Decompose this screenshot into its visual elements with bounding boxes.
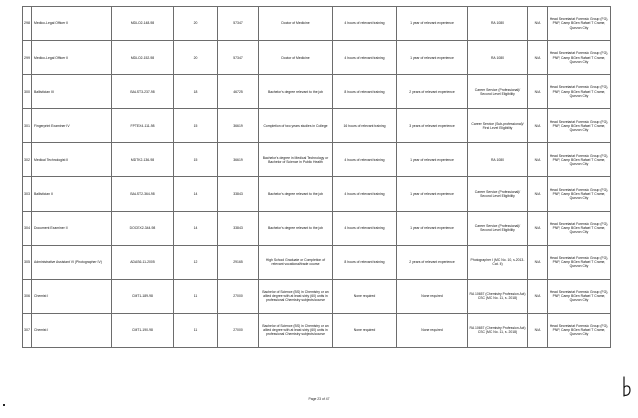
- salary-grade: 11: [174, 313, 218, 347]
- table-row: [23, 41, 611, 75]
- education-requirement: Completion of two years studies in College: [259, 109, 333, 143]
- eligibility-requirement: Career Service (Professional)/ Second Level Eligibility: [468, 75, 528, 109]
- position-title: Ballistician III: [32, 75, 112, 109]
- item-number: DOCEX2-344-98: [112, 211, 174, 245]
- place-of-assignment: Head Secretariat Forensic Group (FG), PNP, Camp BGen Rafael T Crame, Quezon City: [548, 211, 611, 245]
- eligibility-requirement: Career Service (Sub-professional)/ First Level Eligibility: [468, 109, 528, 143]
- salary-grade: 11: [174, 279, 218, 313]
- position-title: Administrative Assistant VI (Photographer IV): [32, 245, 112, 279]
- position-title: Medico-Legal Officer II: [32, 41, 112, 75]
- education-requirement: High School Graduate or Completion of relevant vocational/trade course: [259, 245, 333, 279]
- row-number: 303: [23, 177, 32, 211]
- eligibility-requirement: Career Service (Professional)/ Second Level Eligibility: [468, 211, 528, 245]
- place-of-assignment: Head Secretariat Forensic Group (FG), PNP, Camp BGen Rafael T Crame, Quezon City: [548, 245, 611, 279]
- eligibility-requirement: RA 1080: [468, 143, 528, 177]
- position-title: Ballistician II: [32, 177, 112, 211]
- item-number: CMT1-190-98: [112, 313, 174, 347]
- position-title: Medical Technologist II: [32, 143, 112, 177]
- item-number: BALST2-364-98: [112, 177, 174, 211]
- experience-requirement: 1 year of relevant experience: [397, 211, 468, 245]
- monthly-salary: 57347: [218, 7, 259, 41]
- salary-grade: 15: [174, 109, 218, 143]
- education-requirement: Bachelor's degree relevant to the job: [259, 177, 333, 211]
- monthly-salary: 33843: [218, 177, 259, 211]
- table-row: [23, 7, 611, 41]
- competency-value: N/A: [528, 75, 548, 109]
- training-requirement: 4 hours of relevant training: [333, 211, 397, 245]
- position-title: Medico-Legal Officer II: [32, 7, 112, 41]
- place-of-assignment: Head Secretariat Forensic Group (FG), PNP, Camp BGen Rafael T Crame, Quezon City: [548, 109, 611, 143]
- row-number: 307: [23, 313, 32, 347]
- place-of-assignment: Head Secretariat Forensic Group (FG), PNP, Camp BGen Rafael T Crame, Quezon City: [548, 279, 611, 313]
- item-number: MDLO2-152-98: [112, 41, 174, 75]
- experience-requirement: None required: [397, 313, 468, 347]
- salary-grade: 20: [174, 7, 218, 41]
- training-requirement: 4 hours of relevant training: [333, 143, 397, 177]
- training-requirement: 4 hours of relevant training: [333, 41, 397, 75]
- table-row: [23, 177, 611, 211]
- competency-value: N/A: [528, 143, 548, 177]
- education-requirement: Doctor of Medicine: [259, 41, 333, 75]
- vacancy-table: [22, 6, 611, 348]
- place-of-assignment: Head Secretariat Forensic Group (FG), PNP, Camp BGen Rafael T Crame, Quezon City: [548, 313, 611, 347]
- training-requirement: None required: [333, 313, 397, 347]
- salary-grade: 15: [174, 143, 218, 177]
- item-number: MDLO2-148-98: [112, 7, 174, 41]
- monthly-salary: 27000: [218, 279, 259, 313]
- education-requirement: Bachelor of Science (BS) in Chemistry or an allied degree with at least sixty (60) units in professional Chemistry subjects/course: [259, 279, 333, 313]
- position-title: Chemist I: [32, 313, 112, 347]
- row-number: 306: [23, 279, 32, 313]
- page-number: Page 23 of 47: [308, 397, 330, 401]
- row-number: 304: [23, 211, 32, 245]
- education-requirement: Doctor of Medicine: [259, 7, 333, 41]
- handwritten-b-mark-icon: [620, 376, 632, 398]
- monthly-salary: 33843: [218, 211, 259, 245]
- competency-value: N/A: [528, 109, 548, 143]
- table-body: [23, 7, 611, 348]
- table-row: [23, 75, 611, 109]
- margin-dot: [3, 404, 5, 406]
- salary-grade: 12: [174, 245, 218, 279]
- place-of-assignment: Head Secretariat Forensic Group (FG), PNP, Camp BGen Rafael T Crame, Quezon City: [548, 143, 611, 177]
- table-row: [23, 313, 611, 347]
- row-number: 299: [23, 41, 32, 75]
- education-requirement: Bachelor's degree relevant to the job: [259, 211, 333, 245]
- experience-requirement: 1 year of relevant experience: [397, 41, 468, 75]
- experience-requirement: 1 year of relevant experience: [397, 7, 468, 41]
- item-number: FPTEX4-111-98: [112, 109, 174, 143]
- place-of-assignment: Head Secretariat Forensic Group (FG), PNP, Camp BGen Rafael T Crame, Quezon City: [548, 41, 611, 75]
- eligibility-requirement: Career Service (Professional)/ Second Level Eligibility: [468, 177, 528, 211]
- eligibility-requirement: RA 10657 (Chemistry Profession Act) CSC (MC No. 11, s. 2018): [468, 279, 528, 313]
- monthly-salary: 36619: [218, 109, 259, 143]
- competency-value: N/A: [528, 313, 548, 347]
- competency-value: N/A: [528, 279, 548, 313]
- place-of-assignment: Head Secretariat Forensic Group (FG), PNP, Camp BGen Rafael T Crame, Quezon City: [548, 177, 611, 211]
- table-row: [23, 211, 611, 245]
- position-title: Document Examiner II: [32, 211, 112, 245]
- eligibility-requirement: RA 1080: [468, 41, 528, 75]
- training-requirement: 8 hours of relevant training: [333, 75, 397, 109]
- monthly-salary: 46725: [218, 75, 259, 109]
- salary-grade: 20: [174, 41, 218, 75]
- table-row: [23, 279, 611, 313]
- experience-requirement: 2 years of relevant experience: [397, 75, 468, 109]
- competency-value: N/A: [528, 245, 548, 279]
- item-number: CMT1-189-98: [112, 279, 174, 313]
- row-number: 305: [23, 245, 32, 279]
- eligibility-requirement: RA 10657 (Chemistry Profession Act) CSC (MC No. 11, s. 2018): [468, 313, 528, 347]
- competency-value: N/A: [528, 211, 548, 245]
- competency-value: N/A: [528, 7, 548, 41]
- monthly-salary: 57347: [218, 41, 259, 75]
- experience-requirement: None required: [397, 279, 468, 313]
- experience-requirement: 1 year of relevant experience: [397, 143, 468, 177]
- monthly-salary: 36619: [218, 143, 259, 177]
- eligibility-requirement: RA 1080: [468, 7, 528, 41]
- experience-requirement: 3 years of relevant experience: [397, 109, 468, 143]
- row-number: 302: [23, 143, 32, 177]
- salary-grade: 14: [174, 177, 218, 211]
- education-requirement: Bachelor's degree relevant to the job: [259, 75, 333, 109]
- place-of-assignment: Head Secretariat Forensic Group (FG), PNP, Camp BGen Rafael T Crame, Quezon City: [548, 7, 611, 41]
- table-row: [23, 245, 611, 279]
- education-requirement: Bachelor's degree in Medical Technology or Bachelor of Science in Public Health: [259, 143, 333, 177]
- table-row: [23, 143, 611, 177]
- competency-value: N/A: [528, 41, 548, 75]
- position-title: Chemist I: [32, 279, 112, 313]
- salary-grade: 18: [174, 75, 218, 109]
- item-number: MDTK2-136-98: [112, 143, 174, 177]
- row-number: 298: [23, 7, 32, 41]
- training-requirement: 4 hours of relevant training: [333, 7, 397, 41]
- row-number: 300: [23, 75, 32, 109]
- position-title: Fingerprint Examiner IV: [32, 109, 112, 143]
- eligibility-requirement: Photographer I (MC No. 10, s.2013-Cat. II): [468, 245, 528, 279]
- row-number: 301: [23, 109, 32, 143]
- competency-value: N/A: [528, 177, 548, 211]
- salary-grade: 14: [174, 211, 218, 245]
- item-number: BALST3-237-98: [112, 75, 174, 109]
- education-requirement: Bachelor of Science (BS) in Chemistry or an allied degree with at least sixty (60) units in professional Chemistry subjects/course: [259, 313, 333, 347]
- training-requirement: 8 hours of relevant training: [333, 245, 397, 279]
- place-of-assignment: Head Secretariat Forensic Group (FG), PNP, Camp BGen Rafael T Crame, Quezon City: [548, 75, 611, 109]
- training-requirement: 4 hours of relevant training: [333, 177, 397, 211]
- item-number: ADAS6-11-2005: [112, 245, 174, 279]
- table-row: [23, 109, 611, 143]
- training-requirement: None required: [333, 279, 397, 313]
- monthly-salary: 29165: [218, 245, 259, 279]
- experience-requirement: 1 year of relevant experience: [397, 177, 468, 211]
- monthly-salary: 27000: [218, 313, 259, 347]
- experience-requirement: 2 years of relevant experience: [397, 245, 468, 279]
- training-requirement: 16 hours of relevant training: [333, 109, 397, 143]
